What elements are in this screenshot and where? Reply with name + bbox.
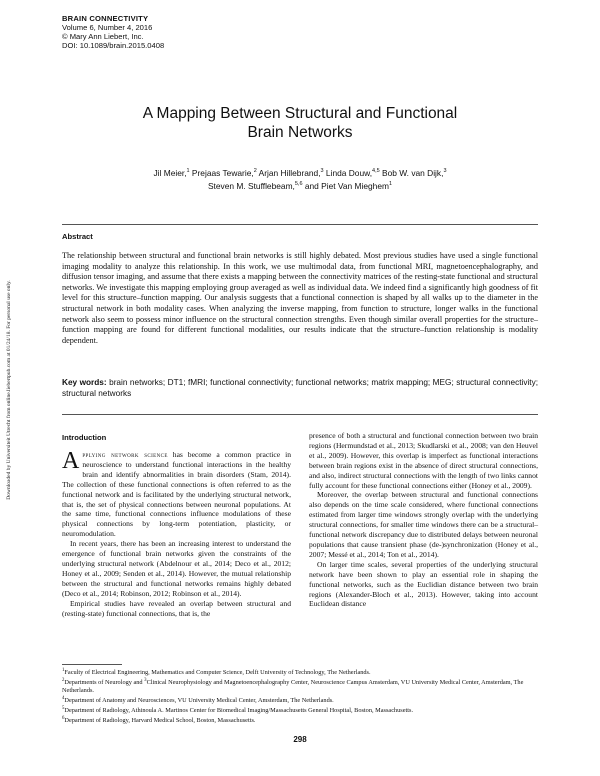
- author-name: Linda Douw,: [323, 167, 373, 178]
- page-number: 298: [293, 735, 307, 744]
- paragraph: [62, 450, 291, 539]
- footnote-text: Clinical Neurophysiology and Magnetoencephalography Center, Neuroscience Campus Amsterdam, VU University Medical Center, Amsterdam, The Netherlands.: [62, 679, 524, 695]
- footnote: [62, 667, 538, 677]
- affiliation-sup: 3: [443, 168, 447, 174]
- abstract-heading: Abstract: [62, 232, 93, 241]
- footnote: [62, 695, 538, 705]
- journal-header: [62, 14, 164, 50]
- affiliation-sup: 4,5: [372, 168, 380, 174]
- author-name: and Piet Van Mieghem: [302, 181, 389, 192]
- author-name: Arjan Hillebrand,: [256, 167, 321, 178]
- keywords-text: brain networks; DT1; fMRI; functional connectivity; functional networks; matrix mapping; MEG; structural connectivity; structural networks: [62, 378, 538, 398]
- title-line-2: Brain Networks: [247, 124, 353, 141]
- affiliation-sup: 5,6: [294, 181, 303, 188]
- footnote-text: Departments of Neurology and: [64, 679, 145, 687]
- affiliation-sup: 1: [388, 181, 393, 188]
- paragraph: Empirical studies have revealed an overlap between structural and (resting-state) functional connections, that is, the: [62, 598, 291, 618]
- author-name: Jil Meier,: [153, 167, 187, 178]
- footnote: [62, 705, 538, 715]
- affiliation-sup: 3: [320, 168, 324, 174]
- affiliation-footnotes: [62, 667, 538, 725]
- journal-copyright: © Mary Ann Liebert, Inc.: [62, 32, 144, 41]
- abstract-text: The relationship between structural and functional brain networks is still highly debated. Most previous studies have used a single functional imaging modality to analyze this relationship. In this work, we use multimodal data, from functional MRI, magnetoencephalography, and diffusion tensor imaging, and assume that there exists a mapping between the connectivity matrices of the resting-state functional and structural networks. We investigate this mapping employing group averaged as well as individual data. We indeed find a significantly high goodness of fit level for this structure–function mapping. Our analysis suggests that a functional connection is shaped by all walks up to the diameter in the structural network in both modality cases. When analyzing the inverse mapping, from function to structure, longer walks in the functional network also seem to possess minor influence on the structural connection strengths. Even though similar overall properties for the structure–function mapping are found for different functional modalities, our results indicate that the structure–function relationship is modality dependent.: [62, 251, 538, 345]
- author-name: Steven M. Stufflebeam,: [207, 181, 295, 192]
- keywords: [62, 378, 538, 399]
- footnote-text: Department of Anatomy and Neurosciences, VU University Medical Center, Amsterdam, The Netherlands.: [64, 697, 334, 705]
- affiliation-sup: 2: [253, 168, 257, 174]
- left-column: [62, 450, 291, 618]
- right-column: [309, 431, 538, 609]
- footnote-sup: 3: [144, 678, 147, 684]
- footnote: [62, 677, 538, 695]
- footnote-sup: 6: [62, 716, 65, 722]
- footnote-sup: 5: [62, 706, 65, 712]
- journal-name: BRAIN CONNECTIVITY: [62, 14, 149, 23]
- footnote-rule: [62, 664, 122, 665]
- small-caps-lead: pplying network science: [82, 450, 168, 459]
- affiliation-sup: 1: [186, 168, 190, 174]
- paragraph: In recent years, there has been an increasing interest to understand the emergence of functional brain networks given the constraints of the underlying structural network (Abdelnour et al., 2014; Deco et al., 2012; Honey et al., 2009; Senden et al., 2014). However, the mutual relationship between the structural and functional networks remains highly debated (Deco et al., 2014; Robinson, 2012; Robinson et al., 2014).: [62, 539, 291, 598]
- section-heading-introduction: Introduction: [62, 433, 107, 442]
- paragraph: presence of both a structural and functional connection between two brain regions (Hermundstad et al., 2013; Skudlarski et al., 2008; van den Heuvel et al., 2009). However, this overlap is imperfect as functional interactions between brain regions exist in the absence of direct structural connections, and also, indirect structural connections with the length of two links cannot fully account for these functional connections either (Honey et al., 2009).: [309, 431, 538, 490]
- footnote-text: Department of Radiology, Harvard Medical School, Boston, Massachusetts.: [64, 717, 256, 725]
- author-list: [60, 166, 540, 193]
- journal-volume: Volume 6, Number 4, 2016: [62, 23, 153, 32]
- abstract-top-rule: [62, 224, 538, 225]
- footnote-sup: 4: [62, 696, 65, 702]
- abstract-bottom-rule: [62, 414, 538, 415]
- keywords-label: Key words:: [62, 378, 107, 387]
- paragraph: Moreover, the overlap between structural and functional connections also depends on the time scale considered, where functional connections estimated from larger time windows strongly overlap with the underlying structural connections, for smaller time windows there can be a structural–functional network discrepancy due to distributed delays between neuronal populations that cause transient phase (de-)synchronization (Honey et al., 2007; Messé et al., 2014; Ton et al., 2014).: [309, 490, 538, 559]
- footnote-sup: 1: [62, 668, 65, 673]
- author-name: Bob W. van Dijk,: [379, 167, 444, 178]
- paragraph: On larger time scales, several properties of the underlying structural network have been shown to play an essential role in shaping the functional networks, such as the Euclidian distance between two brain regions (Alexander-Bloch et al., 2013). However, taking into account Euclidean distance: [309, 559, 538, 609]
- download-notice: [2, 240, 16, 540]
- author-name: Prejaas Tewarie,: [189, 167, 254, 178]
- footnote-text: Faculty of Electrical Engineering, Mathematics and Computer Science, Delft University of Technology, The Netherlands.: [64, 669, 371, 677]
- footnote-sup: 2: [62, 678, 65, 684]
- paper-title: [0, 104, 600, 142]
- journal-doi: DOI: 10.1089/brain.2015.0408: [62, 41, 165, 50]
- footnote: [62, 715, 538, 725]
- download-notice-text: Downloaded by Universiteit Utrecht from online.liebertpub.com at 01/24/18. For personal use only.: [6, 280, 12, 500]
- drop-cap: A: [62, 448, 80, 474]
- footnote-text: Department of Radiology, Athinoula A. Martinos Center for Biomedical Imaging/Massachusetts General Hospital, Boston, Massachusetts.: [64, 707, 414, 715]
- paragraph-text: has become a common practice in neuroscience to understand functional interactions in the healthy brain and identify abnormalities in brain disorders (Stam, 2014). The collection of these functional connections is often referred to as the functional network and is facilitated by the underlying structural network, that is, the set of physical connections between neuronal populations. At the same time, functional connections influence modulations of these physical connections by long-term potentiation, plasticity, or neuromodulation.: [62, 450, 291, 539]
- title-line-1: A Mapping Between Structural and Functional: [142, 105, 458, 122]
